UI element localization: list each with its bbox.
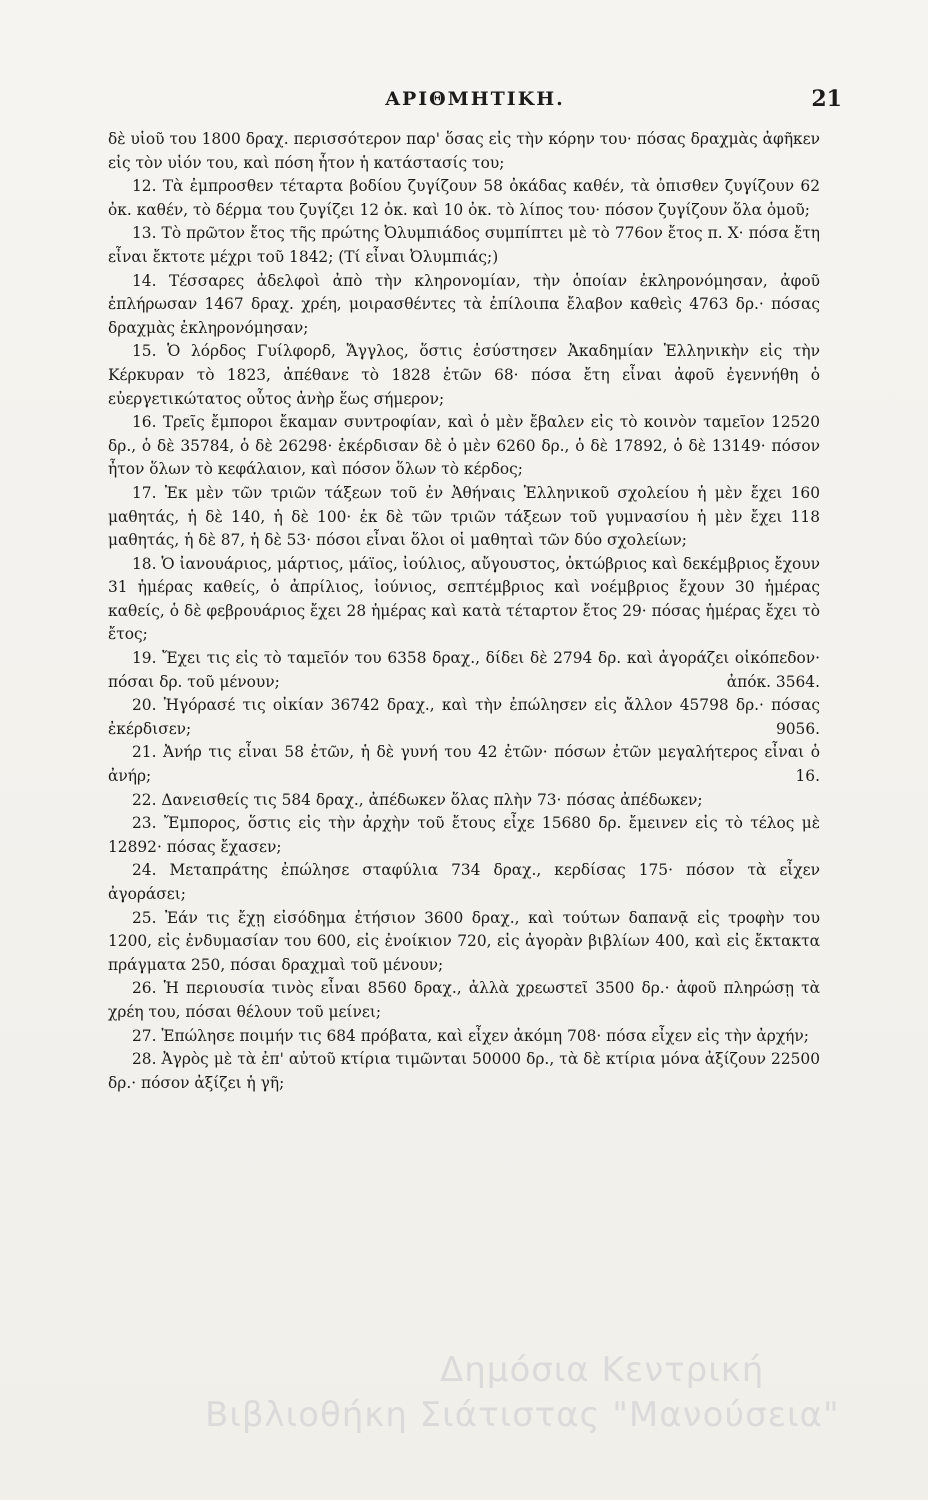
library-watermark-line2: Βιβλιοθήκη Σιάτιστας "Μανούσεια" [205,1395,840,1435]
problem-paragraph [108,553,820,647]
problem-text: 27. Ἐπώλησε ποιμήν τις 684 πρόβατα, καὶ εἶχεν ἀκόμη 708· πόσα εἶχεν εἰς τὴν ἀρχήν; [132,1026,809,1045]
problem-text: 20. Ἠγόρασέ τις οἰκίαν 36742 δραχ., καὶ τὴν ἐπώλησεν εἰς ἄλλον 45798 δρ.· πόσας ἐκέρδισεν; [108,696,820,738]
problem-text: 19. Ἔχει τις εἰς τὸ ταμεῖόν του 6358 δραχ., δίδει δὲ 2794 δρ. καὶ ἀγοράζει οἰκόπεδον· πόσαι δρ. τοῦ μένουν; [108,649,820,691]
problem-paragraph [108,1025,820,1049]
problem-text: 23. Ἔμπορος, ὅστις εἰς τὴν ἀρχὴν τοῦ ἔτους εἶχε 15680 δρ. ἔμεινεν εἰς τὸ τέλος μὲ 12892· πόσας ἔχασεν; [108,814,820,856]
library-watermark-line1: Δημόσια Κεντρική [440,1350,765,1390]
problem-paragraph [108,340,820,411]
problem-text: 16. Τρεῖς ἔμποροι ἔκαμαν συντροφίαν, καὶ ὁ μὲν ἔβαλεν εἰς τὸ κοινὸν ταμεῖον 12520 δρ., ὁ δὲ 35784, ὁ δὲ 26298· ἐκέρδισαν δὲ ὁ μὲν 6260 δρ., ὁ δὲ 17892, ὁ δὲ 13149· πόσον ἦτον ὅλων τὸ κεφάλαιον, καὶ πόσον ὅλων τὸ κέρδος; [108,413,820,479]
problem-text: 13. Τὸ πρῶτον ἔτος τῆς πρώτης Ὀλυμπιάδος συμπίπτει μὲ τὸ 776ον ἔτος π. Χ· πόσα ἔτη εἶναι ἔκτοτε μέχρι τοῦ 1842; (Τί εἶναι Ὀλυμπιάς;) [108,224,820,266]
problem-paragraph [108,789,820,813]
problem-text: 18. Ὁ ἰανουάριος, μάρτιος, μάϊος, ἰούλιος, αὔγουστος, ὀκτώβριος καὶ δεκέμβριος ἔχουν 31 ἡμέρας καθείς, ὁ ἀπρίλιος, ἰούνιος, σεπτέμβριος καὶ νοέμβριος ἔχουν 30 ἡμέρας καθείς, ὁ δὲ φεβρουάριος ἔχει 28 ἡμέρας καὶ κατὰ τέταρτον ἔτος 29· πόσας ἡμέρας ἔχει τὸ ἔτος; [108,554,820,644]
problem-answer: ἀπόκ. 3564. [726,672,820,691]
problem-paragraph [108,694,820,741]
problem-paragraph [108,270,820,341]
problem-paragraph [108,411,820,482]
problem-text: 15. Ὁ λόρδος Γυίλφορδ, Ἄγγλος, ὅστις ἐσύστησεν Ἀκαδημίαν Ἑλληνικὴν εἰς τὴν Κέρκυραν τὸ 1823, ἀπέθανε τὸ 1828 ἐτῶν 68· πόσα ἔτη εἶναι ἀφοῦ ἐγεννήθη ὁ εὐεργετικώτατος οὗτος ἀνὴρ ἕως σήμερον; [108,342,820,408]
problem-text: 26. Ἡ περιουσία τινὸς εἶναι 8560 δραχ., ἀλλὰ χρεωστεῖ 3500 δρ.· ἀφοῦ πληρώσῃ τὰ χρέη του, πόσαι θέλουν τοῦ μείνει; [108,979,820,1021]
problem-text: 28. Ἀγρὸς μὲ τὰ ἐπ' αὐτοῦ κτίρια τιμῶνται 50000 δρ., τὰ δὲ κτίρια μόνα ἀξίζουν 22500 δρ.· πόσον ἀξίζει ἡ γῆ; [108,1050,820,1092]
problem-list [108,128,820,1095]
running-header [120,86,842,118]
problem-paragraph [108,128,820,175]
problem-paragraph [108,482,820,553]
problem-paragraph [108,859,820,906]
problem-paragraph [108,222,820,269]
problem-text: 17. Ἐκ μὲν τῶν τριῶν τάξεων τοῦ ἐν Ἀθήναις Ἑλληνικοῦ σχολείου ἡ μὲν ἔχει 160 μαθητάς, ἡ δὲ 140, ἡ δὲ 100· ἐκ δὲ τῶν τριῶν τάξεων τοῦ γυμνασίου ἡ μὲν ἔχει 118 μαθητάς, ἡ δὲ 87, ἡ δὲ 53· πόσοι εἶναι ὅλοι οἱ μαθηταὶ τῶν δύο σχολείων; [108,483,820,550]
problem-text: δὲ υἱοῦ του 1800 δραχ. περισσότερον παρ' ὅσας εἰς τὴν κόρην του· πόσας δραχμὰς ἀφῆκεν εἰς τὸν υἱόν του, καὶ πόση ἦτον ἡ κατάστασίς του; [108,130,820,172]
problem-text: 25. Ἐάν τις ἔχῃ εἰσόδημα ἐτήσιον 3600 δραχ., καὶ τούτων δαπανᾷ εἰς τροφὴν του 1200, εἰς ἐνδυμασίαν του 600, εἰς ἐνοίκιον 720, εἰς ἀγορὰν βιβλίων 400, καὶ εἰς ἔκτακτα πράγματα 250, πόσαι δραχμαὶ τοῦ μένουν; [108,908,820,974]
problem-text: 24. Μεταπράτης ἐπώλησε σταφύλια 734 δραχ., κερδίσας 175· πόσον τὰ εἶχεν ἀγοράσει; [108,861,820,903]
problem-paragraph [108,741,820,788]
problem-paragraph [108,977,820,1024]
problem-paragraph [108,1048,820,1095]
problem-text: 22. Δανεισθείς τις 584 δραχ., ἀπέδωκεν ὅλας πλὴν 73· πόσας ἀπέδωκεν; [132,790,703,809]
problem-text: 21. Ἀνήρ τις εἶναι 58 ἐτῶν, ἡ δὲ γυνή του 42 ἐτῶν· πόσων ἐτῶν μεγαλήτερος εἶναι ὁ ἀνήρ; [108,743,820,786]
problem-paragraph [108,175,820,222]
problem-paragraph [108,812,820,859]
header-title: ΑΡΙΘΜΗΤΙΚΗ. [385,88,565,110]
problem-text: 14. Τέσσαρες ἀδελφοὶ ἀπὸ τὴν κληρονομίαν, τὴν ὁποίαν ἐκληρονόμησαν, ἀφοῦ ἐπλήρωσαν 1467 δραχ. χρέη, μοιρασθέντες τὰ ἐπίλοιπα ἔλαβον καθεὶς 4763 δρ.· πόσας δραχμὰς ἐκληρονόμησαν; [108,271,820,337]
page-number: 21 [811,86,842,112]
problem-paragraph [108,907,820,978]
problem-answer: 9056. [775,719,820,738]
problem-paragraph [108,647,820,694]
problem-text: 12. Τὰ ἐμπροσθεν τέταρτα βοδίου ζυγίζουν 58 ὀκάδας καθέν, τὰ ὀπισθεν ζυγίζουν 62 ὀκ. καθέν, τὸ δέρμα του ζυγίζει 12 ὀκ. καὶ 10 ὀκ. τὸ λίπος του· πόσον ζυγίζουν ὅλα ὁμοῦ; [108,177,820,219]
problem-answer: 16. [795,767,820,786]
